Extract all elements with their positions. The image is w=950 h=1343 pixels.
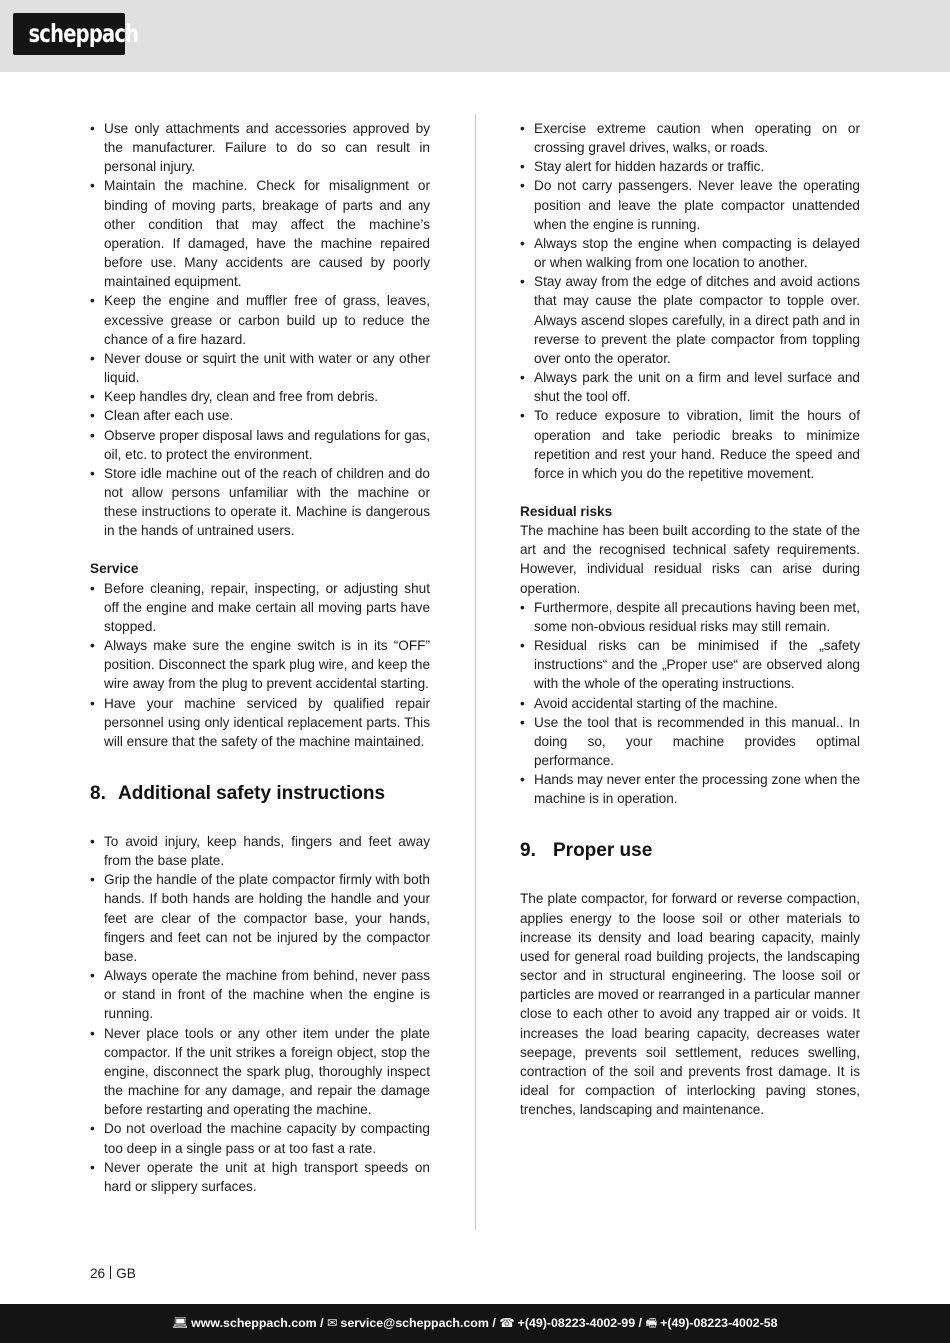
list-item: • Keep handles dry, clean and free from debris. xyxy=(90,387,430,406)
list-item: • Always stop the engine when compacting is delayed or when walking from one location to another. xyxy=(520,234,860,272)
list-item: • Clean after each use. xyxy=(90,406,430,425)
list-item: • Do not carry passengers. Never leave the operating position and leave the plate compactor unattended when the engine is running. xyxy=(520,176,860,233)
phone-icon: ☎︎ xyxy=(499,1316,515,1330)
right-column xyxy=(520,119,860,1119)
service-heading: Service xyxy=(90,561,139,577)
list-item: • Avoid accidental starting of the machine. xyxy=(520,694,860,713)
fax-icon: 🖷︎ xyxy=(645,1316,658,1330)
page-number-value: 26 xyxy=(90,1266,106,1281)
footer-separator: / xyxy=(635,1316,646,1330)
section-title: Additional safety instructions xyxy=(118,783,386,804)
additional-safety-list xyxy=(90,832,430,1196)
list-item: • Keep the engine and muffler free of grass, leaves, excessive grease or carbon build up to reduce the chance of a fire hazard. xyxy=(90,291,430,348)
list-item: • Residual risks can be minimised if the „safety instructions“ and the „Proper use“ are observed along with the whole of the operating instructions. xyxy=(520,636,860,693)
residual-risks-intro: The machine has been built according to the state of the art and the recognised technical safety requirements. However, individual residual risks can arise during operation. xyxy=(520,523,860,596)
list-item: • To reduce exposure to vibration, limit the hours of operation and take periodic breaks to minimize repetition and rest your hand. Reduce the speed and force in which you do the repetitive movement. xyxy=(520,406,860,483)
list-item: • Grip the handle of the plate compactor firmly with both hands. If both hands are holding the handle and your feet are clear of the compactor base, your hands, fingers and feet can not be injured by the compactor base. xyxy=(90,870,430,966)
list-item: • Store idle machine out of the reach of children and do not allow persons unfamiliar with the machine or these instructions to operate it. Machine is dangerous in the hands of untrained users. xyxy=(90,464,430,541)
footer-phone: +(49)-08223-4002-99 xyxy=(517,1316,636,1330)
list-item: • Exercise extreme caution when operating on or crossing gravel drives, walks, or roads. xyxy=(520,119,860,157)
list-item: • Use only attachments and accessories approved by the manufacturer. Failure to do so can result in personal injury. xyxy=(90,119,430,176)
list-item: • Stay away from the edge of ditches and avoid actions that may cause the plate compactor to topple over. Always ascend slopes carefully, in a direct path and in reverse to prevent the plate compactor from toppling over onto the operator. xyxy=(520,272,860,368)
section-8-heading xyxy=(90,782,430,806)
list-item: • To avoid injury, keep hands, fingers and feet away from the base plate. xyxy=(90,832,430,870)
footer-band xyxy=(0,1304,950,1343)
scheppach-logo: scheppach xyxy=(13,13,125,55)
list-item: • Maintain the machine. Check for misalignment or binding of moving parts, breakage of parts and any other condition that may affect the machine’s operation. If damaged, have the machine repaired before use. Many accidents are caused by poorly maintained equipment. xyxy=(90,176,430,291)
section-number: 9. xyxy=(520,840,536,862)
column-divider xyxy=(475,114,476,1230)
footer-separator: / xyxy=(316,1316,328,1330)
list-item: • Always park the unit on a firm and level surface and shut the tool off. xyxy=(520,368,860,406)
page-language: GB xyxy=(116,1266,136,1281)
list-item: • Have your machine serviced by qualified repair personnel using only identical replacement parts. This will ensure that the safety of the machine maintained. xyxy=(90,694,430,751)
list-item: • Stay alert for hidden hazards or traffic. xyxy=(520,157,860,176)
section-title: Proper use xyxy=(553,840,653,862)
section-9-heading xyxy=(520,839,860,863)
page-number xyxy=(90,1264,136,1283)
list-item: • Hands may never enter the processing zone when the machine is in operation. xyxy=(520,770,860,808)
header-band xyxy=(0,0,950,72)
general-safety-list xyxy=(90,119,430,540)
section-number: 8. xyxy=(90,783,106,804)
mail-icon: ✉︎ xyxy=(327,1316,338,1330)
service-list xyxy=(90,579,430,751)
footer-contact xyxy=(172,1304,777,1343)
footer-website[interactable]: www.scheppach.com xyxy=(191,1316,317,1330)
list-item: • Use the tool that is recommended in this manual.. In doing so, your machine provides optimal performance. xyxy=(520,713,860,770)
list-item: • Before cleaning, repair, inspecting, or adjusting shut off the engine and make certain all moving parts have stopped. xyxy=(90,579,430,636)
residual-risks-heading: Residual risks xyxy=(520,503,613,519)
list-item: • Observe proper disposal laws and regulations for gas, oil, etc. to protect the environment. xyxy=(90,426,430,464)
footer-fax: +(49)-08223-4002-58 xyxy=(660,1316,778,1330)
proper-use-paragraph: The plate compactor, for forward or reverse compaction, applies energy to the loose soil or other materials to increase its density and load bearing capacity, mainly used for general road building projects, the landscaping sector and in structural engineering. The loose soil or particles are moved or rearranged in a particular manner close to each other to avoid any trapped air or voids. It increases the load bearing capacity, decreases water seepage, prevents soil settlement, reduces swelling, contraction of the soil and prevents frost damage. It is ideal for compaction of interlocking paving stones, trenches, landscaping and maintenance. xyxy=(520,891,861,1118)
footer-separator: / xyxy=(488,1316,500,1330)
list-item: • Do not overload the machine capacity by compacting too deep in a single pass or at too fast a rate. xyxy=(90,1119,430,1157)
list-item: • Always make sure the engine switch is in its “OFF” position. Disconnect the spark plug wire, and keep the wire away from the plug to prevent accidental starting. xyxy=(90,636,430,693)
page-number-separator xyxy=(110,1266,111,1279)
list-item: • Never place tools or any other item under the plate compactor. If the unit strikes a foreign object, stop the engine, disconnect the spark plug, thoroughly inspect the machine for any damage, and repair the damage before restarting and operating the machine. xyxy=(90,1024,430,1120)
list-item: • Furthermore, despite all precautions having been met, some non-obvious residual risks may still remain. xyxy=(520,598,860,636)
laptop-icon: 💻︎ xyxy=(172,1316,189,1330)
left-column xyxy=(90,119,430,1196)
operation-safety-list xyxy=(520,119,860,483)
list-item: • Never operate the unit at high transport speeds on hard or slippery surfaces. xyxy=(90,1158,430,1196)
residual-risks-list xyxy=(520,598,860,809)
footer-email[interactable]: service@scheppach.com xyxy=(340,1316,489,1330)
list-item: • Always operate the machine from behind, never pass or stand in front of the machine when the engine is running. xyxy=(90,966,430,1023)
list-item: • Never douse or squirt the unit with water or any other liquid. xyxy=(90,349,430,387)
